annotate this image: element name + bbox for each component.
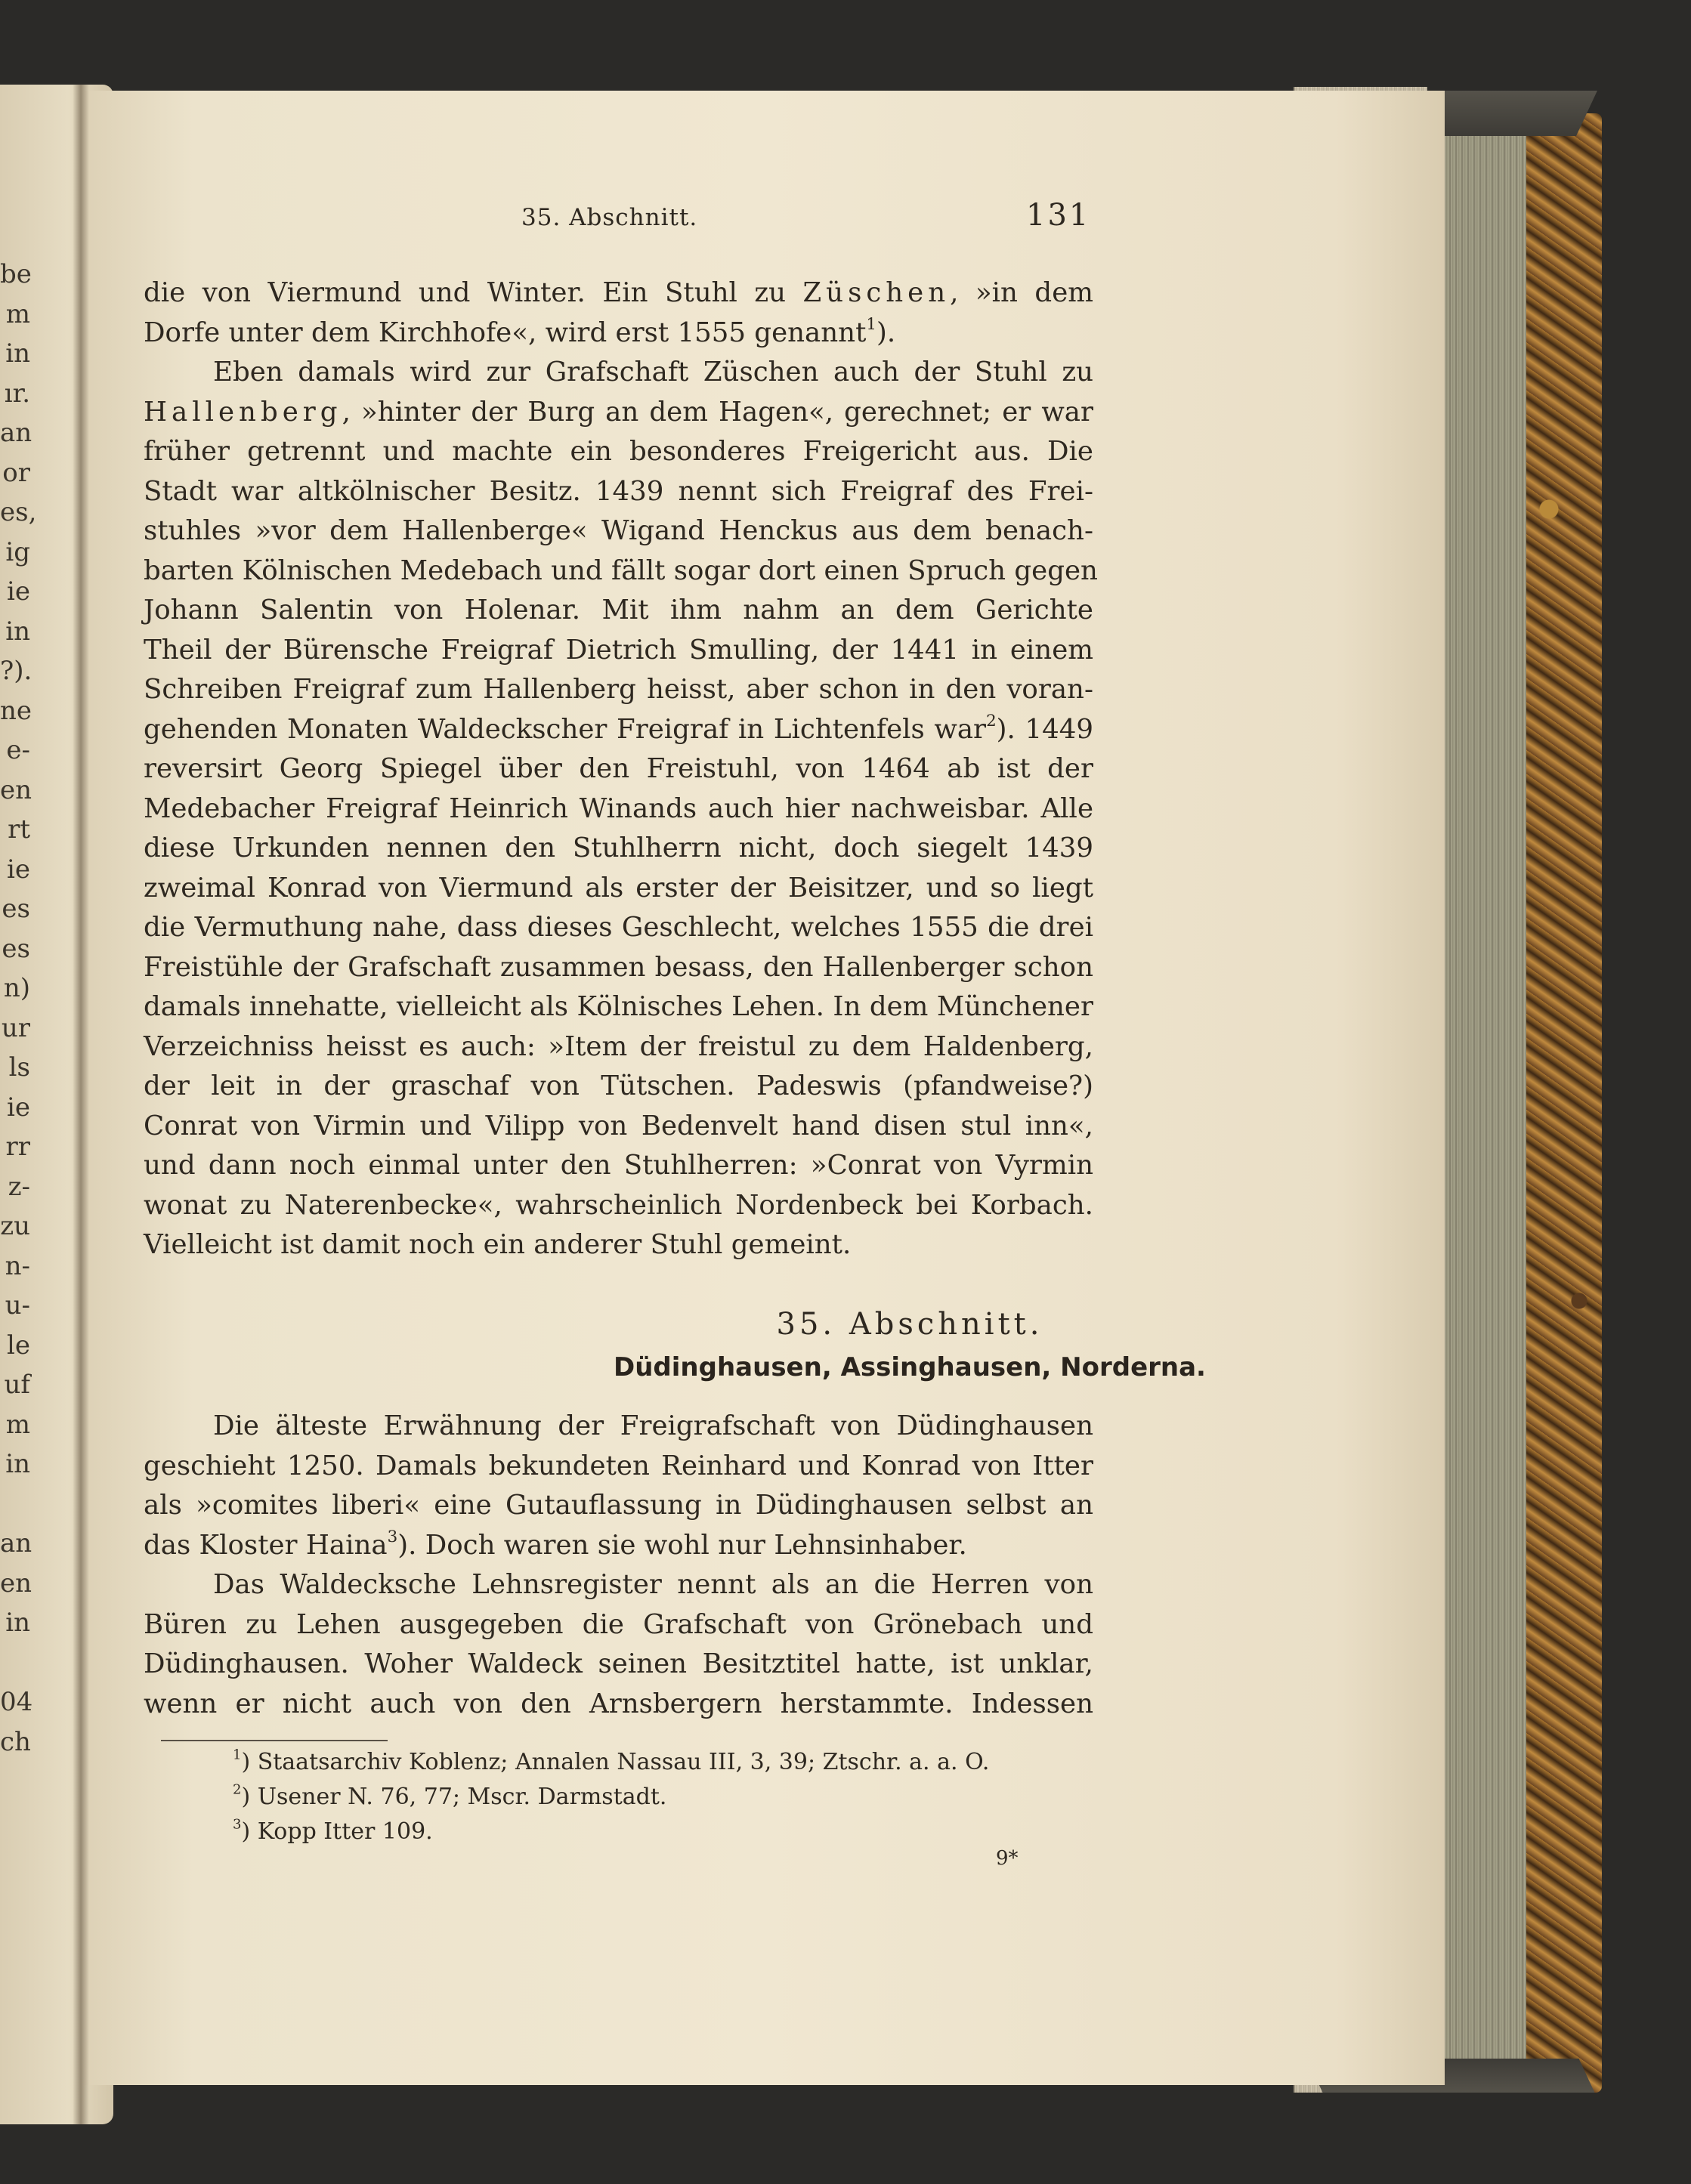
text-line (144, 631, 1093, 671)
left-page-fragment: u- (5, 1290, 30, 1321)
left-page-fragment: e- (6, 735, 30, 765)
text-run: reversirt Georg Spiegel über den Freistuhl, von 1464 ab ist der (144, 753, 1093, 784)
left-page-fragment (0, 1643, 30, 1683)
text-run: damals innehatte, vielleicht als Kölnisches Lehen. In dem Münchener (144, 991, 1093, 1022)
left-page-fragment: ?). (0, 656, 32, 686)
text-run: stuhles »vor dem Hallenberge« Wigand Henckus aus dem benach- (144, 515, 1093, 546)
left-page-fragment: m (5, 298, 30, 329)
text-line (144, 591, 1093, 631)
left-page-fragment: n- (5, 1250, 30, 1281)
text-line (144, 1486, 1093, 1526)
running-head-title: 35. Abschnitt. (521, 204, 698, 231)
text-run: Verzeichniss heisst es auch: »Item der freistul zu dem Haldenberg, (144, 1030, 1093, 1062)
text-run: diese Urkunden nennen den Stuhlherrn nicht, doch siegelt 1439 (144, 833, 1093, 863)
left-page-fragment: be (0, 259, 32, 289)
text-run: Vielleicht ist damit noch ein anderer Stuhl gemeint. (144, 1229, 852, 1260)
footnote-text: ) Kopp Itter 109. (241, 1818, 433, 1845)
footnotes (233, 1745, 989, 1849)
left-page-fragment: an (0, 1528, 32, 1558)
text-line (144, 314, 1093, 354)
left-page-text-fragments (0, 255, 37, 1762)
left-page-fragment: in (5, 1449, 30, 1479)
section-subtitle: Düdinghausen, Assinghausen, Norderna. (614, 1352, 1206, 1382)
text-line (144, 710, 1093, 750)
left-page-fragment: ls (8, 1052, 30, 1083)
text-run: geschieht 1250. Damals bekundeten Reinhard und Konrad von Itter (144, 1450, 1093, 1481)
spaced-name: Züschen (802, 277, 951, 308)
section-heading: 35. Abschnitt. (776, 1307, 1043, 1342)
text-line (144, 551, 1098, 592)
text-run: ). Doch waren sie wohl nur Lehnsinhaber. (397, 1529, 967, 1561)
text-run: Eben damals wird zur Grafschaft Züschen auch der Stuhl zu (213, 357, 1093, 388)
text-line (144, 749, 1093, 789)
signature-mark: 9* (996, 1847, 1019, 1870)
left-page-fragment: ne (0, 695, 32, 726)
footnote-text: ) Staatsarchiv Koblenz; Annalen Nassau III, 3, 39; Ztschr. a. a. O. (241, 1749, 990, 1775)
text-line (144, 869, 1093, 909)
text-line (144, 1067, 1093, 1107)
body-text-section-34 (144, 273, 1098, 1265)
page-number: 131 (1026, 198, 1091, 233)
left-page-fragment: z- (8, 1171, 30, 1202)
footnote (233, 1815, 989, 1849)
text-run: früher getrennt und machte ein besonderes Freigericht aus. Die (144, 436, 1093, 467)
text-run: die von Viermund und Winter. Ein Stuhl zu (144, 277, 803, 308)
gutter-shadow (73, 85, 89, 2124)
text-run: barten Kölnischen Medebach und fällt sogar dort einen Spruch gegen (144, 554, 1098, 586)
spaced-name: Hallenberg (144, 396, 342, 428)
left-page-fragment: es, (0, 497, 37, 527)
text-run: Freistühle der Grafschaft zusammen besass, den Hallenberger schon (144, 951, 1093, 983)
text-run: Medebacher Freigraf Heinrich Winands auch hier nachweisbar. Alle (144, 792, 1093, 824)
left-page-fragment: 04 (0, 1687, 33, 1717)
text-run: zweimal Konrad von Viermund als erster der Beisitzer, und so liegt (144, 872, 1093, 904)
left-page-fragment: m (5, 1409, 30, 1440)
page-edges-outer (1428, 132, 1541, 2066)
text-line (144, 1027, 1093, 1067)
text-run: , »in dem (950, 277, 1093, 308)
text-run: wenn er nicht auch von den Arnsbergern herstammte. Indessen (144, 1688, 1093, 1719)
left-page-fragment: in (5, 616, 30, 647)
text-line (144, 1565, 1093, 1605)
text-run: ). (876, 317, 896, 348)
text-line (144, 472, 1093, 512)
footnote-ref: 3 (387, 1527, 398, 1546)
text-run: Johann Salentin von Holenar. Mit ihm nahm an dem Gerichte (144, 595, 1093, 626)
left-page-fragment: ie (7, 854, 30, 885)
text-run: Stadt war altkölnischer Besitz. 1439 nennt sich Freigraf des Frei- (144, 475, 1093, 507)
text-run: , »hinter der Burg an dem Hagen«, gerechnet; er war (342, 396, 1093, 428)
text-run: das Kloster Haina (144, 1529, 388, 1561)
left-page-fragment: ig (5, 536, 30, 567)
footnote (233, 1780, 989, 1815)
left-page-fragment: en (0, 1568, 32, 1599)
text-line (144, 353, 1093, 393)
text-line (144, 1186, 1093, 1226)
footnote-mark: 3 (233, 1816, 242, 1833)
text-line (144, 393, 1093, 433)
text-run: die Vermuthung nahe, dass dieses Geschlecht, welches 1555 die drei (144, 912, 1093, 943)
text-line (144, 670, 1093, 710)
left-page-fragment: in (5, 338, 30, 369)
text-run: Dorfe unter dem Kirchhofe«, wird erst 1555 genannt (144, 317, 867, 348)
left-page-fragment: ie (7, 576, 30, 607)
text-line (144, 948, 1093, 988)
text-run: Conrat von Virmin und Vilipp von Bedenvelt hand disen stul inn«, (144, 1110, 1093, 1141)
footnote-ref: 2 (986, 711, 997, 731)
text-line (144, 1645, 1093, 1685)
text-run: Büren zu Lehen ausgegeben die Grafschaft von Grönebach und (144, 1608, 1093, 1640)
text-line (144, 432, 1093, 472)
left-page-fragment: es (2, 894, 30, 924)
text-line (144, 1407, 1093, 1447)
left-page-fragment: an (0, 418, 32, 448)
text-line (144, 1225, 1093, 1265)
text-line (144, 1146, 1093, 1186)
body-text-section-35 (144, 1407, 1093, 1724)
footnote-ref: 1 (866, 314, 876, 334)
text-line (144, 511, 1093, 551)
text-run: Düdinghausen. Woher Waldeck seinen Besitztitel hatte, ist unklar, (144, 1648, 1093, 1679)
left-page-fragment: rt (8, 814, 30, 845)
footnote (233, 1745, 989, 1780)
footnote-divider (161, 1740, 388, 1741)
left-page-fragment: en (0, 774, 32, 805)
left-page-fragment: in (5, 1608, 30, 1638)
footnote-mark: 2 (233, 1781, 242, 1798)
text-line (144, 1526, 1093, 1566)
text-line (144, 829, 1093, 869)
running-head (0, 198, 1691, 242)
left-page-fragment: ır. (4, 378, 30, 409)
left-page-fragment: zu (0, 1211, 30, 1241)
text-line (144, 987, 1093, 1027)
left-page-fragment: ur (1, 1012, 30, 1043)
text-run: ). 1449 (996, 713, 1093, 745)
text-line (144, 1685, 1093, 1725)
left-page-fragment: uf (4, 1370, 30, 1400)
marbled-cover (1526, 113, 1602, 2093)
left-page-fragment: es (2, 933, 30, 964)
left-page-fragment: ch (0, 1726, 31, 1757)
text-run: der leit in der graschaf von Tütschen. Padeswis (pfandweise?) (144, 1070, 1093, 1101)
text-run: Die älteste Erwähnung der Freigrafschaft von Düdinghausen (213, 1410, 1093, 1441)
text-line (144, 273, 1093, 314)
text-run: Theil der Bürensche Freigraf Dietrich Smulling, der 1441 in einem (144, 634, 1093, 666)
text-run: Das Waldecksche Lehnsregister nennt als an die Herren von (213, 1569, 1093, 1600)
left-page-fragment: rr (5, 1132, 30, 1162)
left-page-fragment (0, 1484, 30, 1524)
text-run: wonat zu Naterenbecke«, wahrscheinlich Nordenbeck bei Korbach. (144, 1189, 1093, 1221)
text-line (144, 1605, 1093, 1645)
left-page-fragment: or (2, 457, 30, 488)
left-page-fragment: n) (3, 973, 30, 1003)
text-run: und dann noch einmal unter den Stuhlherren: »Conrat von Vyrmin (144, 1150, 1093, 1181)
text-line (144, 1107, 1093, 1147)
text-line (144, 908, 1093, 948)
footnote-text: ) Usener N. 76, 77; Mscr. Darmstadt. (241, 1784, 667, 1810)
left-page-fragment: ie (7, 1092, 30, 1123)
text-run: als »comites liberi« eine Gutauflassung in Düdinghausen selbst an (144, 1490, 1093, 1521)
text-line (144, 789, 1093, 829)
left-page-fragment: le (7, 1330, 30, 1361)
text-run: Schreiben Freigraf zum Hallenberg heisst, aber schon in den voran- (144, 674, 1093, 705)
footnote-mark: 1 (233, 1747, 242, 1763)
text-run: gehenden Monaten Waldeckscher Freigraf in Lichtenfels war (144, 713, 987, 745)
text-line (144, 1447, 1093, 1487)
